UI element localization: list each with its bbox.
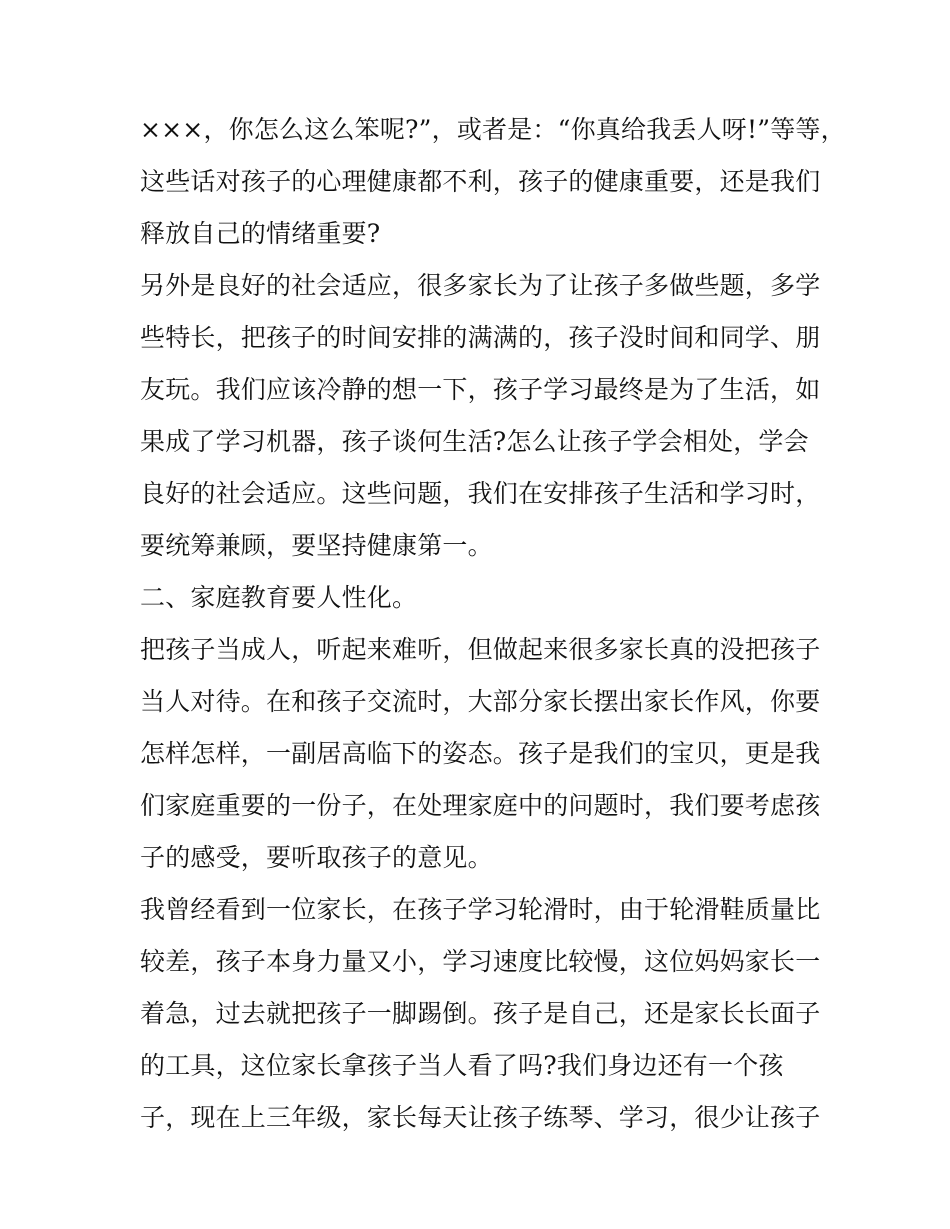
text-line: 这些话对孩子的心理健康都不利，孩子的健康重要，还是我们 bbox=[140, 167, 821, 196]
text-line: 的工具，这位家长拿孩子当人看了吗?我们身边还有一个孩 bbox=[140, 1051, 784, 1080]
text-line: 释放自己的情绪重要? bbox=[140, 219, 381, 248]
text-line: 子的感受，要听取孩子的意见。 bbox=[140, 843, 493, 872]
text-line: 们家庭重要的一份子，在处理家庭中的问题时，我们要考虑孩 bbox=[140, 791, 821, 820]
text-line: 我曾经看到一位家长，在孩子学习轮滑时，由于轮滑鞋质量比 bbox=[140, 895, 821, 924]
text-line: 另外是良好的社会适应，很多家长为了让孩子多做些题，多学 bbox=[140, 271, 821, 300]
text-line: 子，现在上三年级，家长每天让孩子练琴、学习，很少让孩子 bbox=[140, 1103, 821, 1132]
text-line: 要统筹兼顾，要坚持健康第一。 bbox=[140, 531, 493, 560]
text-line: 把孩子当成人，听起来难听，但做起来很多家长真的没把孩子 bbox=[140, 635, 821, 664]
section-heading: 二、家庭教育要人性化。 bbox=[140, 583, 418, 612]
text-line: 着急，过去就把孩子一脚踢倒。孩子是自己，还是家长长面子 bbox=[140, 999, 821, 1028]
text-line: ×××，你怎么这么笨呢?”，或者是：“你真给我丢人呀!”等等， bbox=[140, 115, 846, 144]
text-line: 当人对待。在和孩子交流时，大部分家长摆出家长作风，你要 bbox=[140, 687, 821, 716]
text-line: 友玩。我们应该冷静的想一下，孩子学习最终是为了生活，如 bbox=[140, 375, 821, 404]
text-line: 较差，孩子本身力量又小，学习速度比较慢，这位妈妈家长一 bbox=[140, 947, 821, 976]
text-line: 些特长，把孩子的时间安排的满满的，孩子没时间和同学、朋 bbox=[140, 323, 821, 352]
text-line: 良好的社会适应。这些问题，我们在安排孩子生活和学习时， bbox=[140, 479, 821, 508]
text-line: 怎样怎样，一副居高临下的姿态。孩子是我们的宝贝，更是我 bbox=[140, 739, 821, 768]
text-line: 果成了学习机器，孩子谈何生活?怎么让孩子学会相处，学会 bbox=[140, 427, 809, 456]
